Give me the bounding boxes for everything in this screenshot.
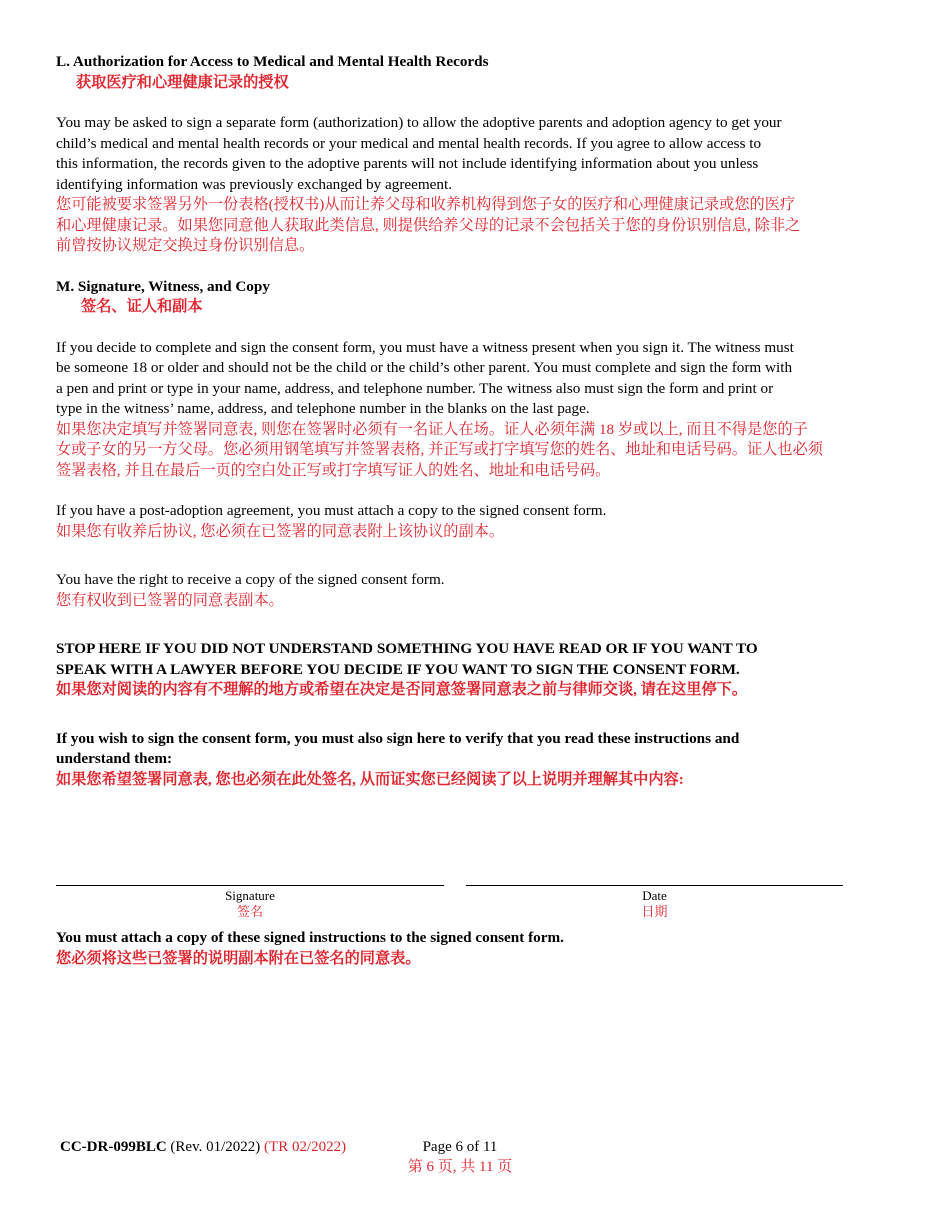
signature-block	[56, 790, 896, 919]
section-l-heading: L. Authorization for Access to Medical and Mental Health Records	[56, 53, 489, 70]
signature-label-zh: 签名	[236, 904, 263, 919]
section-l-paragraph: You may be asked to sign a separate form (authorization) to allow the adoptive parents and adoption agency to get your child’s medical and mental health records or your medical and mental health records. If you agree to allow access to this information, the records given to the adoptive parents will not include identifying information about you unless identifying information was previously exchanged by agreement.	[56, 114, 782, 193]
signature-label: Signature	[225, 888, 275, 903]
signature-line[interactable]	[56, 885, 444, 886]
form-translation: (TR 02/2022)	[264, 1139, 347, 1155]
form-code: CC-DR-099BLC	[60, 1139, 167, 1155]
attach-notice: You must attach a copy of these signed instructions to the signed consent form. 您必须将这些已签署的说明副本附在已签名的同意表。	[56, 929, 564, 967]
document-body	[56, 52, 896, 969]
section-l-heading-zh: 获取医疗和心理健康记录的授权	[76, 73, 289, 91]
page-number: Page 6 of 11 第 6 页, 共 11 页	[407, 1139, 513, 1175]
date-line[interactable]	[466, 885, 843, 886]
date-label: Date	[642, 888, 667, 903]
section-l	[56, 52, 896, 257]
date-caption	[466, 888, 843, 920]
signature-caption	[56, 888, 444, 920]
copy-right-notice: You have the right to receive a copy of the signed consent form. 您有权收到已签署的同意表副本。	[56, 571, 445, 609]
stop-notice: STOP HERE IF YOU DID NOT UNDERSTAND SOMETHING YOU HAVE READ OR IF YOU WANT TO SPEAK WITH A LAWYER BEFORE YOU DECIDE IF YOU WANT TO SIGN THE CONSENT FORM. 如果您对阅读的内容有不理解的地方或希望在决定是否同意签署同意表之前与律师交谈, 请在这里停下。	[56, 640, 758, 698]
verify-notice: If you wish to sign the consent form, you must also sign here to verify that you read these instructions and understand them: 如果您希望签署同意表, 您也必须在此处签名, 从而证实您已经阅读了以上说明并理解其中内容:	[56, 729, 740, 788]
section-l-paragraph-zh: 您可能被要求签署另外一份表格(授权书)从而让养父母和收养机构得到您子女的医疗和心理健康记录或您的医疗 和心理健康记录。如果您同意他人获取此类信息, 则提供给养父母的记录不会包括关于您的身份识别信息, 除非之 前曾按协议规定交换过身份识别信息。	[56, 196, 801, 254]
section-m	[56, 277, 896, 482]
section-m-paragraph-zh: 如果您决定填写并签署同意表, 则您在签署时必须有一名证人在场。证人必须年满 18 岁或以上, 而且不得是您的子 女或子女的另一方父母。您必须用钢笔填写并签署表格, 并正写或打字填写您的姓名、地址和电话号码。证人也必须 签署表格, 并且在最后一页的空白处正写或打字填写证人的姓名、地址和电话号码。	[56, 420, 823, 479]
date-label-zh: 日期	[641, 904, 668, 919]
form-identifier	[60, 1137, 346, 1157]
section-m-heading-zh: 签名、证人和副本	[81, 298, 203, 315]
section-m-paragraph: If you decide to complete and sign the consent form, you must have a witness present when you sign it. The witness must be someone 18 or older and should not be the child or the child’s other parent. You must complete and sign the form with a pen and print or type in your name, address, and telephone number. The witness also must sign the form and print or type in the witness’ name, address, and telephone number in the blanks on the last page.	[56, 338, 794, 417]
post-adoption-notice: If you have a post-adoption agreement, you must attach a copy to the signed consent form. 如果您有收养后协议, 您必须在已签署的同意表附上该协议的副本。	[56, 502, 607, 540]
form-revision: (Rev. 01/2022)	[170, 1139, 261, 1155]
section-m-heading: M. Signature, Witness, and Copy	[56, 277, 270, 295]
